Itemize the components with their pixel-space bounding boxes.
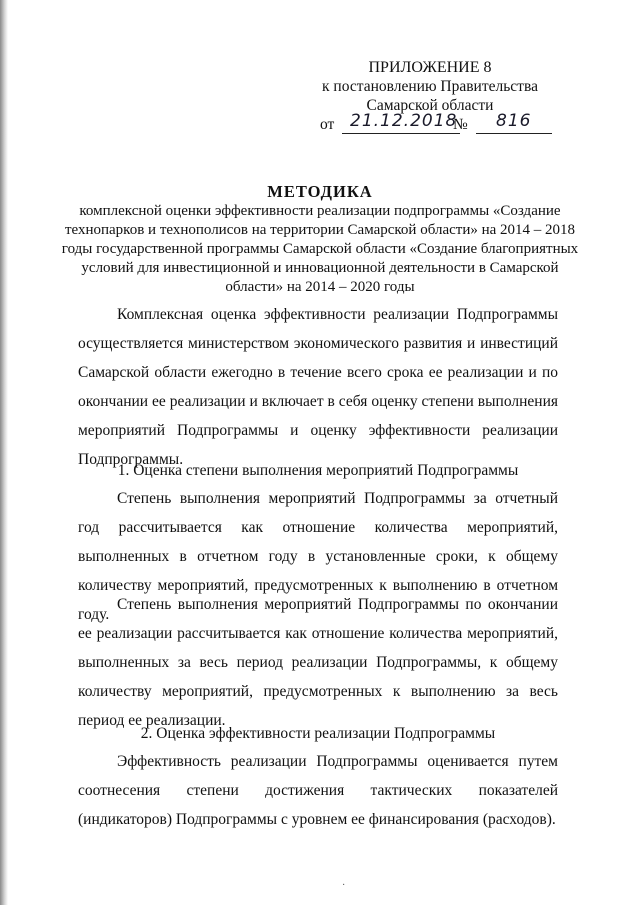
section-title-1: 1. Оценка степени выполнения мероприятий Подпрограммы (117, 462, 519, 479)
methodology-heading: МЕТОДИКА (267, 182, 373, 201)
methodology-subtitle: комплексной оценки эффективности реализации подпрограммы «Создание технопарков и технополисов на территории Самарской области» на 2014 – 2018 годы государственной программы Самарской области «Создание благоприятных условий для инвестиционной и инновационной деятельности в Самарской области» на 2014 – 2020 годы (61, 203, 579, 295)
date-underline (342, 133, 460, 134)
scan-speck: · (342, 880, 346, 891)
appendix-title: ПРИЛОЖЕНИЕ 8 (368, 59, 492, 76)
appendix-header (300, 58, 560, 115)
appendix-line-2: Самарской области (366, 97, 494, 114)
appendix-line-1: к постановлению Правительства (322, 78, 538, 95)
handwritten-number: 816 (496, 111, 532, 131)
paragraph-efficiency: Эффективность реализации Подпрограммы оценивается путем соотнесения степени достижения тактических показателей (индикаторов) Подпрограммы с уровнем ее финансирования (расходов). (78, 753, 558, 828)
date-prefix: от (320, 116, 335, 133)
handwritten-date: 21.12.2018 (350, 111, 458, 131)
date-number-line (320, 111, 560, 137)
paragraph-annual-degree: Степень выполнения мероприятий Подпрограммы за отчетный год рассчитывается как отношение количества мероприятий, выполненных в отчетном году в установленные сроки, к общему количеству мероприятий, предусмотренных к выполнению в отчетном году. (78, 490, 558, 623)
number-underline (476, 133, 552, 134)
scan-edge-shadow (0, 0, 8, 905)
section-title-2: 2. Оценка эффективности реализации Подпрограммы (140, 725, 496, 742)
number-prefix: № (453, 116, 468, 133)
paragraph-final-degree: Степень выполнения мероприятий Подпрограммы по окончании ее реализации рассчитывается как отношение количества мероприятий, выполненных за весь период реализации Подпрограммы, к общему количеству мероприятий, предусмотренных к выполнению за весь период ее реализации. (78, 596, 558, 729)
methodology-title-block (60, 182, 580, 297)
paragraph-intro: Комплексная оценка эффективности реализации Подпрограммы осуществляется министерством экономического развития и инвестиций Самарской области ежегодно в течение всего срока ее реализации и по окончании ее реализации и включает в себя оценку степени выполнения мероприятий Подпрограммы и оценку эффективности реализации Подпрограммы. (78, 306, 558, 468)
